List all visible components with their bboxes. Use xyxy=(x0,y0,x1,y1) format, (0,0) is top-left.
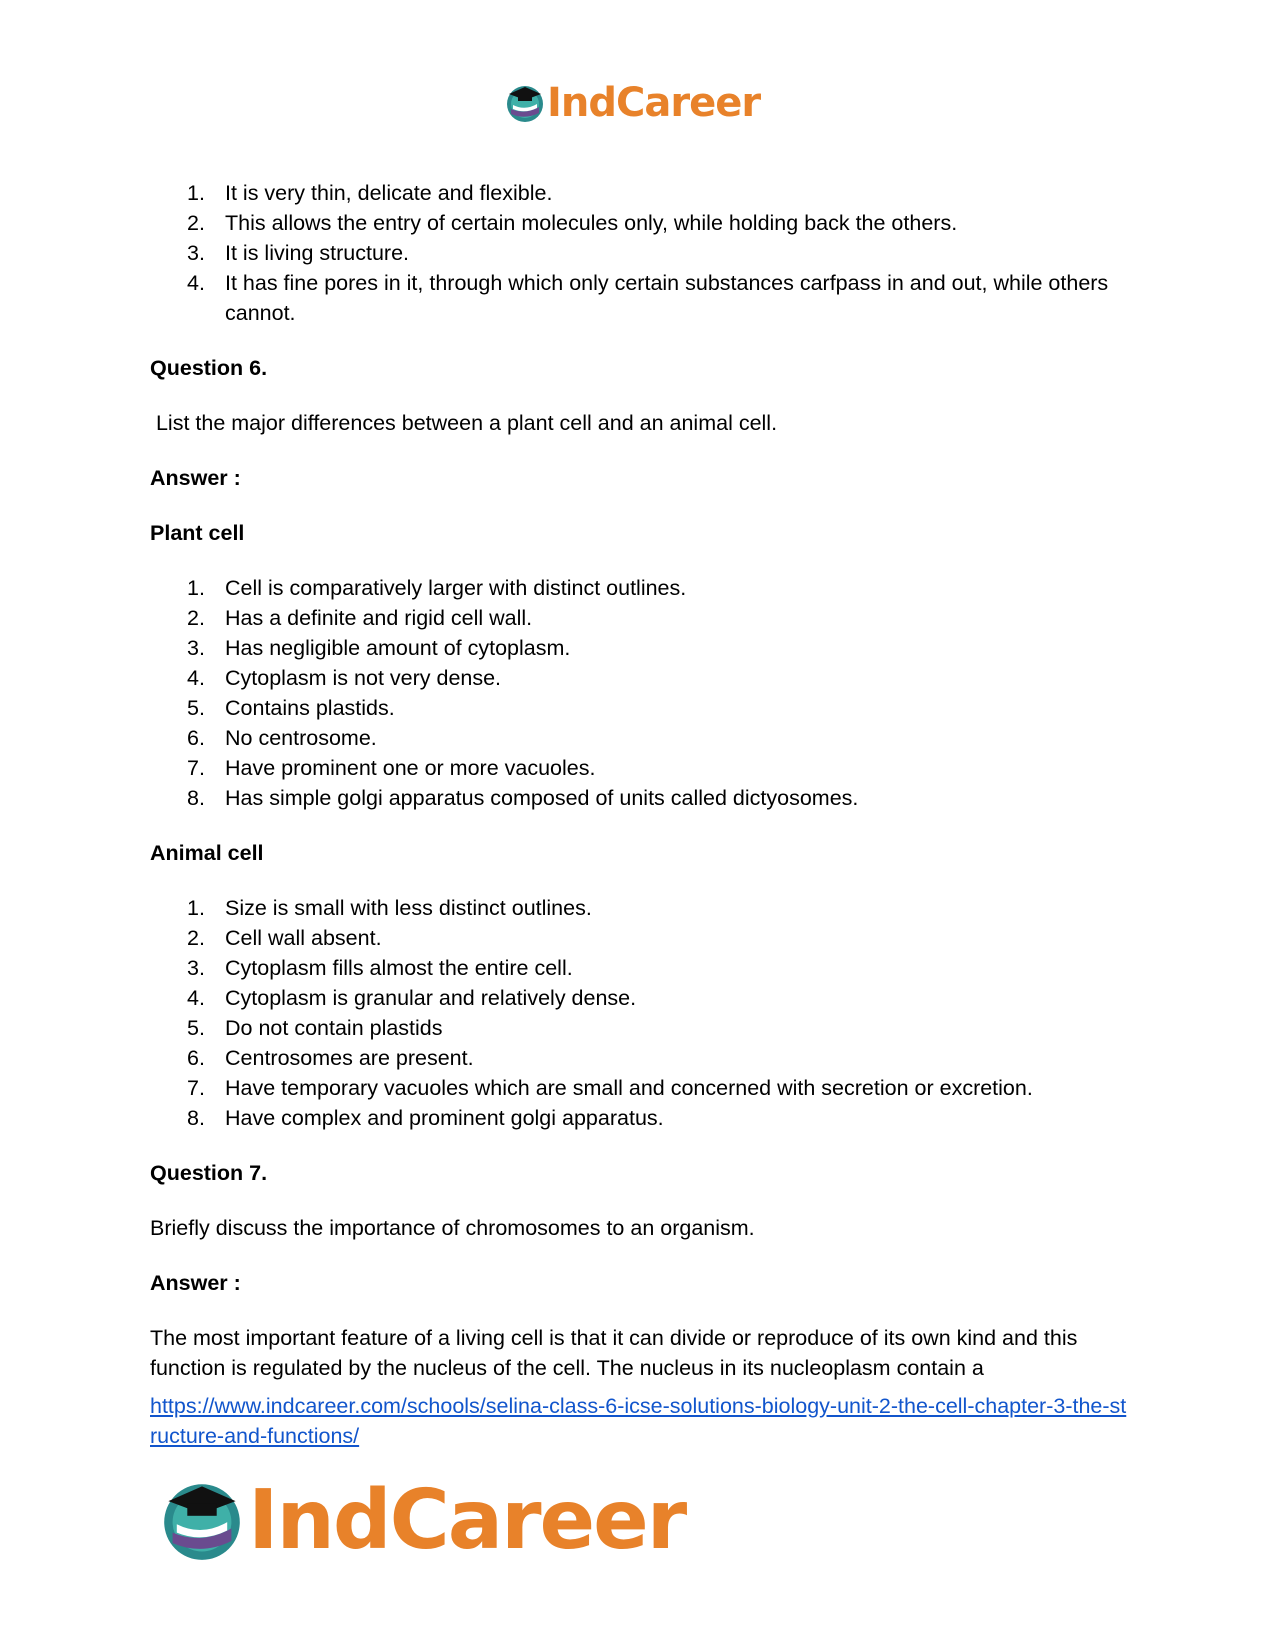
list-item: 7. Have temporary vacuoles which are small and concerned with secretion or excretion. xyxy=(187,1076,1033,1100)
list-item: 2. Has a definite and rigid cell wall. xyxy=(187,606,533,630)
plant-cell-heading: Plant cell xyxy=(150,521,245,545)
header-logo xyxy=(505,78,760,128)
list-item: 4. Cytoplasm is not very dense. xyxy=(187,666,502,690)
list-item: 1. Size is small with less distinct outlines. xyxy=(187,896,592,920)
list-item: 3. Cytoplasm fills almost the entire cell. xyxy=(187,956,573,980)
list-item: 4. Cytoplasm is granular and relatively dense. xyxy=(187,986,637,1010)
answer-label: Answer : xyxy=(150,466,241,490)
graduation-globe-icon xyxy=(505,83,545,123)
list-item: 3. It is living structure. xyxy=(187,241,409,265)
list-item: 6. No centrosome. xyxy=(187,726,377,750)
list-item: 1. It is very thin, delicate and flexible. xyxy=(187,181,553,205)
list-item: 8. Have complex and prominent golgi apparatus. xyxy=(187,1106,664,1130)
list-item: 1. Cell is comparatively larger with distinct outlines. xyxy=(187,576,687,600)
answer-label: Answer : xyxy=(150,1271,241,1295)
list-item: 8. Has simple golgi apparatus composed of units called dictyosomes. xyxy=(187,786,859,810)
page-content xyxy=(150,178,1130,1451)
question-7-heading: Question 7. xyxy=(150,1161,268,1185)
animal-cell-list xyxy=(150,893,1130,1133)
question-6-heading: Question 6. xyxy=(150,356,268,380)
footer-logo xyxy=(160,1470,685,1570)
logo-text: IndCareer xyxy=(547,80,761,126)
source-link[interactable]: https://www.indcareer.com/schools/selina-class-6-icse-solutions-biology-unit-2-the-cell-chapter-3-the-structure-and-functions/ xyxy=(150,1394,1127,1448)
animal-cell-heading: Animal cell xyxy=(150,841,264,865)
list-item: 2. Cell wall absent. xyxy=(187,926,382,950)
list-item: 3. Has negligible amount of cytoplasm. xyxy=(187,636,571,660)
list-item: 5. Do not contain plastids xyxy=(187,1016,443,1040)
list-item: 4. It has fine pores in it, through which only certain substances carfpass in and out, while others cannot. xyxy=(187,271,1109,325)
logo-text: IndCareer xyxy=(248,1472,686,1568)
list-item: 7. Have prominent one or more vacuoles. xyxy=(187,756,596,780)
graduation-globe-icon xyxy=(160,1478,244,1562)
intro-list xyxy=(150,178,1130,328)
plant-cell-list xyxy=(150,573,1130,813)
list-item: 2. This allows the entry of certain molecules only, while holding back the others. xyxy=(187,211,958,235)
answer-paragraph: The most important feature of a living cell is that it can divide or reproduce of its own kind and this function is regulated by the nucleus of the cell. The nucleus in its nucleoplasm contain a xyxy=(150,1326,1078,1380)
list-item: 6. Centrosomes are present. xyxy=(187,1046,474,1070)
question-7-text: Briefly discuss the importance of chromosomes to an organism. xyxy=(150,1216,755,1240)
list-item: 5. Contains plastids. xyxy=(187,696,395,720)
question-6-text: List the major differences between a plant cell and an animal cell. xyxy=(150,411,778,435)
